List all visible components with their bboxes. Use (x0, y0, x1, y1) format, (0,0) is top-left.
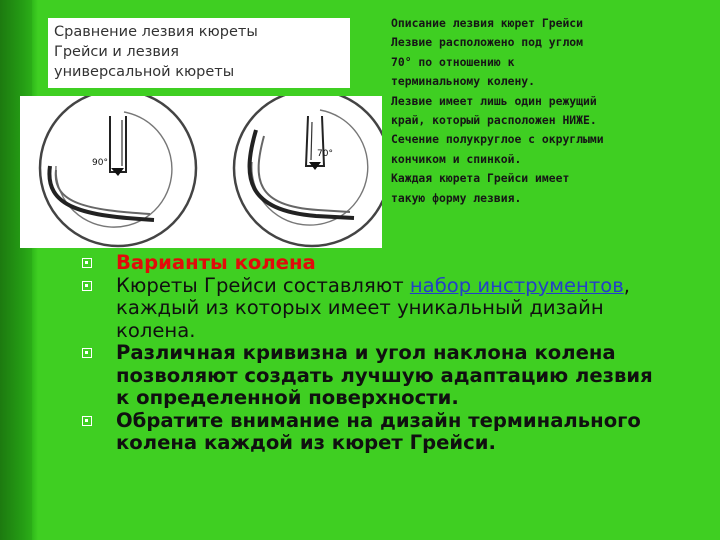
blade-comparison-figure (20, 96, 382, 248)
bullet-text: Кюреты Грейси составляют (116, 273, 410, 297)
bullet-text: колена каждой из кюрет Грейси. (116, 431, 496, 454)
description-line: 70° по отношению к (391, 54, 515, 69)
bullet-text: , (623, 273, 631, 297)
list-item (82, 252, 712, 275)
bullet-text: Обратите внимание на дизайн терминального (116, 408, 641, 432)
list-item (82, 410, 712, 455)
bullet-text: позволяют создать лучшую адаптацию лезвия (116, 363, 653, 387)
right-angle-label: 70° (317, 149, 333, 159)
list-item (82, 342, 712, 410)
left-angle-label: 90° (92, 158, 108, 168)
figure-title (48, 18, 350, 88)
description-line: Лезвие расположено под углом (391, 35, 584, 50)
blade-diagram (20, 96, 382, 248)
bullet-marker-icon (82, 416, 92, 426)
description-line: терминальному колену. (391, 74, 536, 89)
title-line: Сравнение лезвия кюреты (54, 24, 258, 40)
description-line: Сечение полукруглое с округлыми (391, 132, 604, 147)
description-line: такую форму лезвия. (391, 190, 522, 205)
bullet-marker-icon (82, 348, 92, 358)
description-line: кончиком и спинкой. (391, 151, 522, 166)
bullet-text: к определенной поверхности. (116, 386, 459, 409)
left-decor-band (0, 0, 38, 540)
title-line: универсальной кюреты (54, 64, 235, 80)
bullet-marker-icon (82, 281, 92, 291)
bullet-marker-icon (82, 258, 92, 268)
list-item (82, 275, 712, 343)
gracey-blade-description (391, 14, 717, 208)
title-line: Грейси и лезвия (54, 44, 180, 60)
instrument-set-link[interactable]: набор инструментов (409, 273, 624, 297)
bullet-text: Различная кривизна и угол наклона колена (116, 341, 616, 364)
bullet-text: колена. (116, 318, 196, 342)
description-line: Каждая кюрета Грейси имеет (391, 171, 570, 186)
bullet-text: каждый из которых имеет уникальный дизайн (116, 296, 604, 319)
universal-curette-diagram (40, 96, 196, 246)
description-line: Лезвие имеет лишь один режущий (391, 93, 597, 108)
description-line: Описание лезвия кюрет Грейси (391, 16, 584, 30)
description-line: край, который расположен НИЖЕ. (391, 113, 597, 128)
bullet-list (82, 252, 712, 455)
bullet-heading: Варианты колена (116, 251, 316, 274)
gracey-curette-diagram (234, 96, 382, 246)
